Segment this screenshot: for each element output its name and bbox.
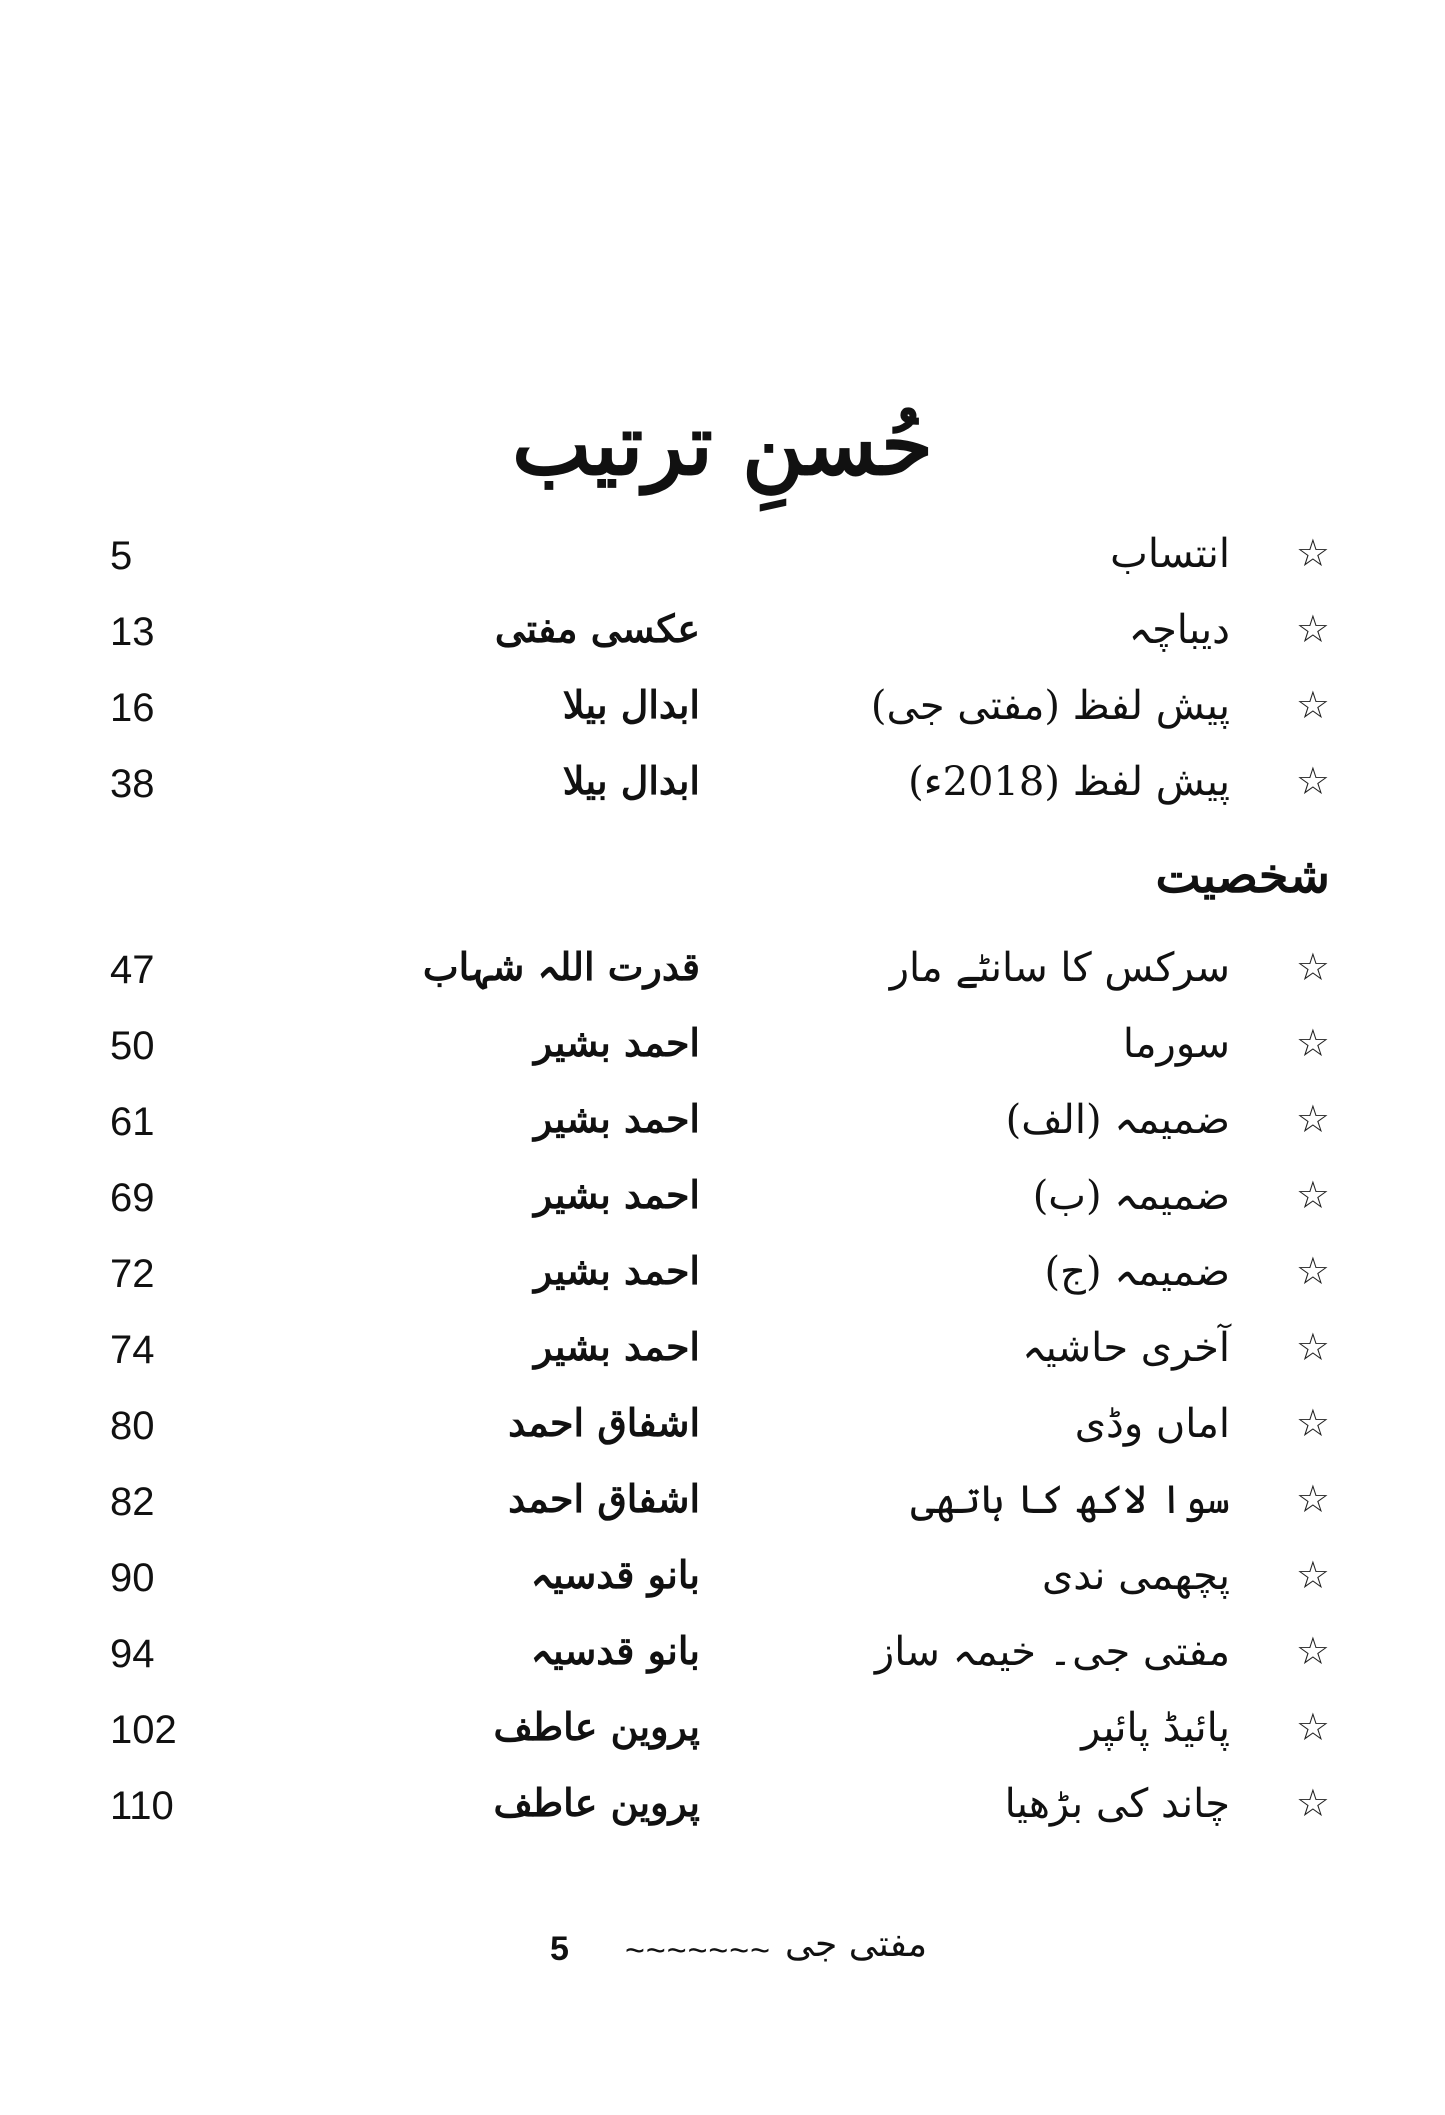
star-icon: ☆ (1295, 1629, 1330, 1673)
entry-page-number: 13 (110, 610, 155, 654)
entry-title: سرکس کا سانٹے مار (889, 945, 1230, 991)
entry-author: احمد بشیر (533, 1020, 700, 1065)
toc-entry[interactable] (0, 530, 1445, 590)
entry-page-number: 38 (110, 762, 155, 806)
star-icon: ☆ (1295, 759, 1330, 803)
entry-page-number: 61 (110, 1100, 155, 1144)
entry-title: انتساب (1110, 531, 1230, 577)
star-icon: ☆ (1295, 1401, 1330, 1445)
entry-title: چاند کی بڑھیا (1004, 1781, 1230, 1827)
entry-page-number: 80 (110, 1404, 155, 1448)
entry-page-number: 94 (110, 1632, 155, 1676)
entry-title: ضمیمہ (ب) (1032, 1173, 1230, 1219)
entry-page-number: 5 (110, 534, 133, 578)
star-icon: ☆ (1295, 1173, 1330, 1217)
toc-entry[interactable] (0, 1704, 1445, 1764)
entry-author: ابدال بیلا (562, 682, 700, 727)
star-icon: ☆ (1295, 1553, 1330, 1597)
star-icon: ☆ (1295, 1477, 1330, 1521)
toc-entry[interactable] (0, 1780, 1445, 1840)
toc-entry[interactable] (0, 1628, 1445, 1688)
entry-page-number: 74 (110, 1328, 155, 1372)
star-icon: ☆ (1295, 945, 1330, 989)
entry-author: اشفاق احمد (508, 1400, 700, 1445)
footer-rule: ~~~~~~~ (625, 1932, 771, 1970)
entry-title: سوا لاکھ کا ہاتھی (910, 1477, 1230, 1523)
entry-page-number: 69 (110, 1176, 155, 1220)
star-icon: ☆ (1295, 607, 1330, 651)
entry-author: بانو قدسیہ (530, 1628, 700, 1673)
toc-entry[interactable] (0, 1476, 1445, 1536)
entry-page-number: 50 (110, 1024, 155, 1068)
toc-entry[interactable] (0, 1020, 1445, 1080)
toc-entry[interactable] (0, 1096, 1445, 1156)
entry-author: احمد بشیر (533, 1248, 700, 1293)
entry-title: ضمیمہ (الف) (1005, 1097, 1230, 1143)
entry-title: پائیڈ پائپر (1081, 1705, 1230, 1751)
entry-page-number: 82 (110, 1480, 155, 1524)
entry-page-number: 16 (110, 686, 155, 730)
star-icon: ☆ (1295, 1097, 1330, 1141)
entry-author: احمد بشیر (533, 1172, 700, 1217)
entry-author: احمد بشیر (533, 1324, 700, 1369)
entry-title: پیش لفظ (مفتی جی) (870, 683, 1230, 729)
toc-entry[interactable] (0, 758, 1445, 818)
entry-page-number: 110 (110, 1784, 174, 1828)
star-icon: ☆ (1295, 683, 1330, 727)
toc-entry[interactable] (0, 606, 1445, 666)
entry-author: پروین عاطف (493, 1780, 700, 1825)
star-icon: ☆ (1295, 531, 1330, 575)
star-icon: ☆ (1295, 1781, 1330, 1825)
entry-title: دیباچہ (1128, 607, 1230, 653)
toc-entry[interactable] (0, 1324, 1445, 1384)
toc-entry[interactable] (0, 1400, 1445, 1460)
toc-entry[interactable] (0, 944, 1445, 1004)
page-title: حُسنِ ترتیب (512, 395, 933, 494)
entry-title: پیش لفظ (2018ء) (908, 759, 1230, 805)
entry-author: احمد بشیر (533, 1096, 700, 1141)
toc-entry[interactable] (0, 1172, 1445, 1232)
entry-author: ابدال بیلا (562, 758, 700, 803)
entry-title: ضمیمہ (ج) (1044, 1249, 1230, 1295)
toc-entry[interactable] (0, 1552, 1445, 1612)
toc-entry[interactable] (0, 682, 1445, 742)
star-icon: ☆ (1295, 1705, 1330, 1749)
section-heading: شخصیت (1155, 848, 1330, 904)
entry-page-number: 47 (110, 948, 155, 992)
entry-title: اماں وڈی (1074, 1401, 1230, 1447)
toc-entry[interactable] (0, 1248, 1445, 1308)
star-icon: ☆ (1295, 1325, 1330, 1369)
entry-page-number: 90 (110, 1556, 155, 1600)
entry-author: عکسی مفتی (494, 606, 700, 651)
page-footer (520, 1924, 928, 1990)
entry-author: پروین عاطف (493, 1704, 700, 1749)
entry-page-number: 72 (110, 1252, 155, 1296)
entry-title: آخری حاشیہ (1022, 1325, 1230, 1371)
footer-book-title: مفتی جی (785, 1924, 928, 1965)
footer-page-number: 5 (550, 1930, 569, 1968)
entry-title: سورما (1122, 1021, 1230, 1067)
entry-page-number: 102 (110, 1708, 177, 1752)
entry-title: مفتی جی۔ خیمہ ساز (874, 1629, 1230, 1675)
entry-author: بانو قدسیہ (530, 1552, 700, 1597)
star-icon: ☆ (1295, 1249, 1330, 1293)
entry-author: قدرت اللہ شہاب (422, 944, 700, 989)
entry-author: اشفاق احمد (508, 1476, 700, 1521)
star-icon: ☆ (1295, 1021, 1330, 1065)
entry-title: پچھمی ندی (1041, 1553, 1230, 1599)
